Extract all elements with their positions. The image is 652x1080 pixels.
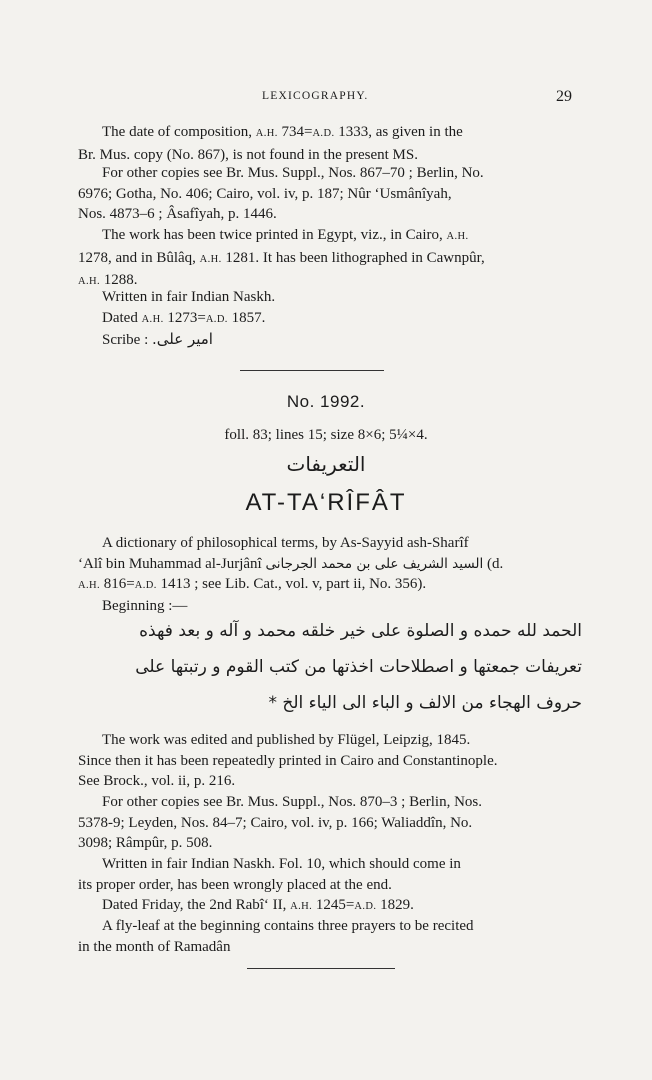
era-abbrev: A.H. — [255, 128, 278, 139]
text-line: its proper order, has been wrongly placed at the end. — [78, 876, 392, 893]
text-line: 3098; Râmpûr, p. 508. — [78, 835, 213, 851]
arabic-title: التعریفات — [286, 452, 366, 476]
composition-paragraph — [78, 122, 463, 165]
text-run: Dated Friday, the 2nd Rabî‘ II, — [102, 897, 291, 913]
text-line: Written in fair Indian Naskh. Fol. 10, which should come in — [102, 856, 461, 872]
description-paragraph — [78, 533, 503, 597]
running-title: LEXICOGRAPHY. — [262, 90, 369, 102]
running-head — [0, 88, 652, 108]
other-copies-paragraph — [78, 163, 484, 225]
section-divider — [240, 370, 384, 371]
text-line: See Brock., vol. ii, p. 216. — [78, 773, 236, 789]
text-line: The work was edited and published by Flügel, Leipzig, 1845. — [102, 732, 471, 748]
dated-line — [102, 895, 414, 918]
collation-line: foll. 83; lines 15; size 8×6; 5¼×4. — [224, 427, 428, 443]
era-abbrev: A.H. — [446, 231, 469, 242]
text-line: For other copies see Br. Mus. Suppl., Nos. 870–3 ; Berlin, Nos. — [102, 794, 482, 810]
dated-line — [102, 308, 265, 331]
arabic-incipit-line-1: الحمد لله حمده و الصلوة علی خیر خلقه محمد و آله و بعد فهذه — [139, 621, 582, 641]
text-run: 1333, as given in the — [334, 124, 463, 140]
era-abbrev: A.H. — [290, 901, 313, 912]
text-run: 1829. — [376, 897, 414, 913]
entry-title: AT-TA‘RÎFÂT — [245, 489, 407, 516]
text-line: For other copies see Br. Mus. Suppl., Nos. 867–70 ; Berlin, No. — [102, 165, 484, 181]
fly-leaf-paragraph — [78, 916, 474, 957]
text-run: (d. — [483, 555, 504, 572]
arabic-incipit-line-3: حروف الهجاء من الالف و الباء الی الیاء الخ * — [268, 693, 582, 713]
text-line: 5378-9; Leyden, Nos. 84–7; Cairo, vol. iv, p. 166; Waliaddîn, No. — [78, 814, 473, 831]
text-run: The date of composition, — [102, 124, 256, 140]
era-abbrev: A.H. — [78, 580, 101, 591]
era-abbrev: A.D. — [134, 580, 157, 591]
copies-paragraph — [78, 792, 482, 854]
era-abbrev: A.H. — [78, 276, 101, 287]
text-line: Nos. 4873–6 ; Âsafîyah, p. 1446. — [78, 206, 277, 222]
section-divider — [247, 968, 395, 969]
text-run: Dated — [102, 310, 142, 326]
text-line: A fly-leaf at the beginning contains three prayers to be recited — [102, 918, 474, 934]
text-run: 1278, and in Bûlâq, — [78, 249, 200, 266]
page-number: 29 — [556, 88, 572, 105]
text-run: 1413 ; see Lib. Cat., vol. v, part ii, No. 356). — [156, 576, 427, 592]
script-paragraph — [78, 854, 461, 895]
scribe-name-arabic: امیر علی. — [152, 330, 213, 348]
era-abbrev: A.D. — [312, 128, 335, 139]
text-line: A dictionary of philosophical terms, by As-Sayyid ash-Sharîf — [102, 535, 469, 551]
author-name-arabic: السید الشریف علی بن محمد الجرجانی — [265, 555, 484, 572]
text-run: 816= — [100, 576, 135, 592]
beginning-label: Beginning :— — [102, 598, 188, 614]
era-abbrev: A.H. — [199, 253, 222, 265]
era-abbrev: A.D. — [205, 314, 228, 325]
text-run: ‘Alî bin Muhammad al-Jurjânî — [78, 555, 266, 572]
scribe-label: Scribe : — [102, 332, 152, 348]
text-line: in the month of Ramadân — [78, 938, 231, 955]
text-run: 1273= — [163, 310, 206, 326]
text-run: 1245= — [312, 897, 355, 913]
text-run: 1288. — [100, 272, 138, 288]
text-line: 6976; Gotha, No. 406; Cairo, vol. iv, p. 187; Nûr ‘Usmânîyah, — [78, 185, 452, 202]
text-run: The work has been twice printed in Egypt, viz., in Cairo, — [102, 227, 447, 243]
printing-paragraph — [78, 225, 485, 293]
text-run: 1281. It has been lithographed in Cawnpûr, — [221, 249, 485, 266]
entry-number: No. 1992. — [286, 392, 366, 411]
text-line: Since then it has been repeatedly printed in Cairo and Constantinople. — [78, 752, 498, 769]
arabic-incipit-line-2: تعریفات جمعتها و اصطلاحات اخذتها من کتب القوم و رتبتها علی — [135, 657, 582, 677]
scribe-line — [102, 329, 213, 351]
script-line: Written in fair Indian Naskh. — [102, 289, 276, 305]
era-abbrev: A.D. — [354, 901, 377, 912]
era-abbrev: A.H. — [141, 314, 164, 325]
edition-paragraph — [78, 730, 497, 792]
text-line: Br. Mus. copy (No. 867), is not found in the present MS. — [78, 146, 418, 163]
text-run: 734= — [277, 124, 313, 140]
text-run: 1857. — [227, 310, 266, 326]
